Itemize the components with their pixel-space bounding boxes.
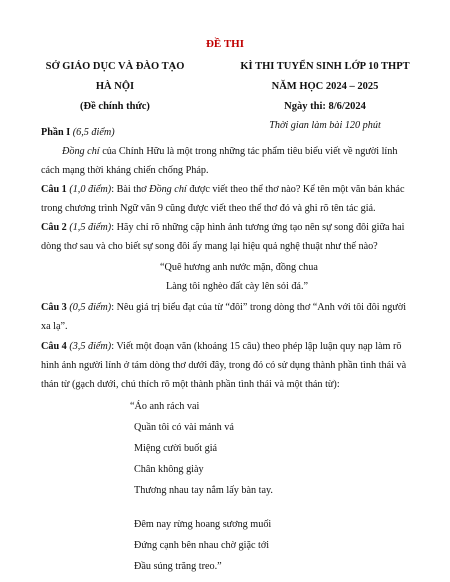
q4-text-a: : Viết một đoạn văn (khoảng 15 câu) theo phép lập luận quy nạp làm rõ [111, 341, 402, 352]
poem-line: Đêm nay rừng hoang sương muối [134, 519, 272, 530]
question-1-line-2: trong chương trình Ngữ văn 9 cũng được viết theo thể thơ đó và ghi rõ tên tác giả. [41, 203, 376, 214]
poem-title: Đồng chí [62, 146, 100, 157]
q1-work: Đồng chí [149, 184, 187, 195]
school-year: NĂM HỌC 2024 – 2025 [271, 81, 379, 92]
poem-line: “Áo anh rách vai [130, 401, 200, 412]
poem-line: Đứng cạnh bên nhau chờ giặc tới [134, 540, 270, 551]
q2-score: (1,5 điểm) [69, 222, 112, 233]
part-score: (6,5 điểm) [72, 127, 115, 138]
q3-score: (0,5 điểm) [69, 302, 112, 313]
poem-line: Đầu súng trăng treo.” [134, 561, 222, 572]
question-3-line-1 [41, 299, 406, 318]
exam-name: KÌ THI TUYỂN SINH LỚP 10 THPT [240, 61, 410, 72]
q2-text-a: : Hãy chỉ rõ những cặp hình ảnh tương ứng tạo nên sự song đôi giữa hai [111, 222, 405, 233]
q1-text-b: được viết theo thể thơ nào? Kể tên một văn bản khác [186, 184, 405, 195]
part-label: Phần I [41, 127, 71, 138]
q3-text-a: : Nêu giá trị biểu đạt của từ “đôi” trong dòng thơ “Anh với tôi đôi người [111, 302, 407, 313]
poem-line: Thương nhau tay nắm lấy bàn tay. [134, 485, 273, 496]
exam-duration: Thời gian làm bài 120 phút [269, 120, 381, 131]
question-2-line-2: dòng thơ sau và cho biết sự song đôi ấy mang lại hiệu quả nghệ thuật như thế nào? [41, 241, 378, 252]
q1-text-a: : Bài thơ [111, 184, 150, 195]
question-4-line-3: thán từ (gạch dưới, chú thích rõ một thành phần tình thái và một thán từ): [41, 379, 340, 390]
q4-label: Câu 4 [41, 341, 67, 352]
question-4-line-2: hình ảnh người lính ở tám dòng thơ dưới đây, trong đó có sử dụng thành phần tình thái và [41, 360, 407, 371]
part-heading [41, 124, 115, 143]
q1-score: (1,0 điểm) [69, 184, 112, 195]
question-3-line-2: xa lạ”. [41, 321, 68, 332]
intro-text: của Chính Hữu là một trong những tác phẩm tiêu biểu viết về người lính [99, 146, 398, 157]
q1-label: Câu 1 [41, 184, 67, 195]
exam-date: Ngày thi: 8/6/2024 [284, 101, 366, 112]
poem-line: Quần tôi có vài mảnh vá [134, 422, 234, 433]
q2-label: Câu 2 [41, 222, 67, 233]
question-2-line-1 [41, 219, 404, 238]
poem-line: Chân không giày [134, 464, 204, 475]
question-4-line-1 [41, 338, 402, 357]
q3-label: Câu 3 [41, 302, 67, 313]
q2-verse-2: Làng tôi nghèo đất cày lên sỏi đá.” [166, 281, 309, 292]
intro-line-2: cách mạng thời kháng chiến chống Pháp. [41, 165, 209, 176]
intro-line-1 [62, 143, 397, 162]
question-1-line-1 [41, 181, 404, 200]
poem-line: Miệng cười buốt giá [134, 443, 218, 454]
department-name: SỞ GIÁO DỤC VÀ ĐÀO TẠO [45, 61, 185, 72]
exam-title: ĐỀ THI [205, 38, 244, 50]
q2-verse-1: “Quê hương anh nước mặn, đồng chua [160, 262, 318, 273]
q4-score: (3,5 điểm) [69, 341, 112, 352]
city-name: HÀ NỘI [95, 81, 135, 92]
official-label: (Đề chính thức) [80, 101, 150, 112]
